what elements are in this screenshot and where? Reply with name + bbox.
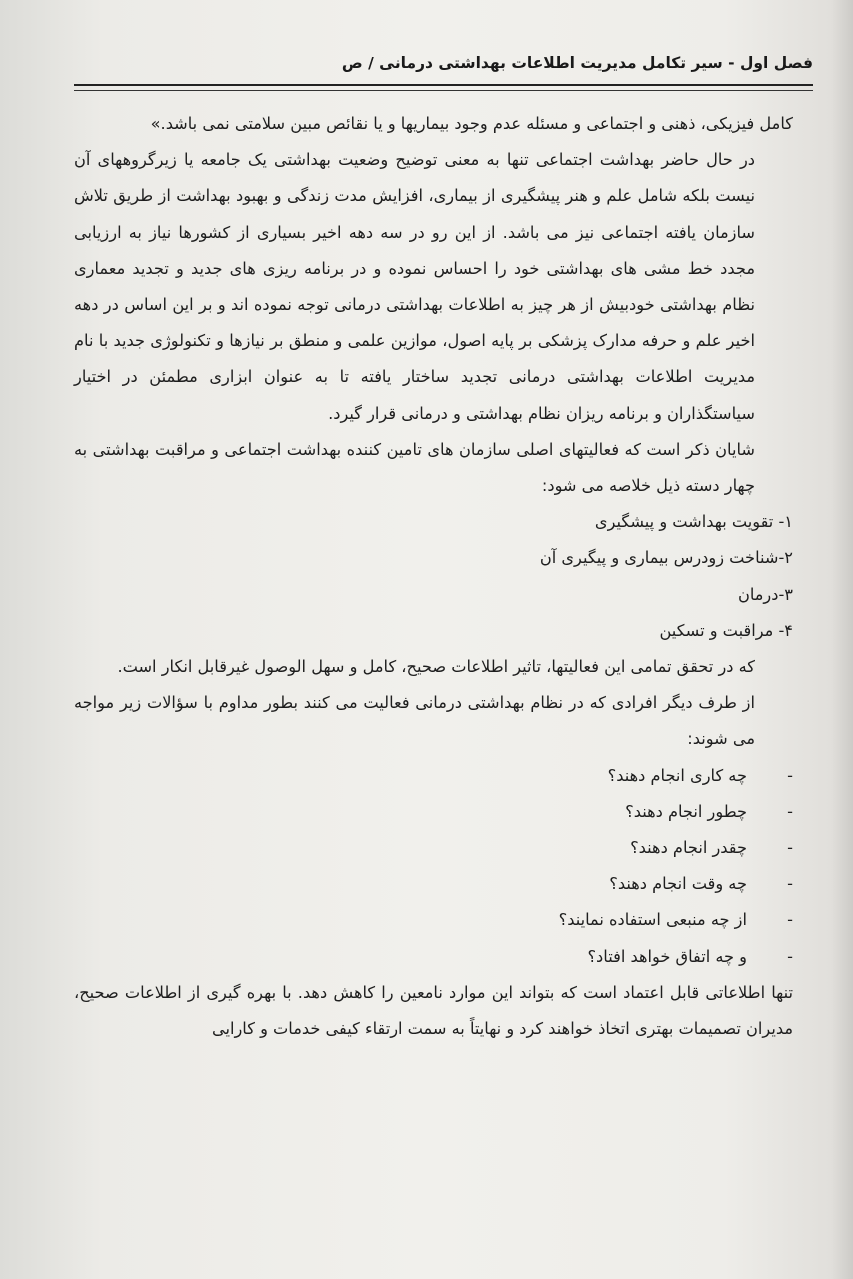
dash-marker: - — [787, 838, 793, 858]
header-rule-thin — [74, 90, 813, 91]
header-rule-thick — [74, 84, 813, 86]
question-1 — [74, 758, 793, 794]
question-text: چقدر انجام دهند؟ — [630, 838, 747, 858]
paragraph-continued: کامل فیزیکی، ذهنی و اجتماعی و مسئله عدم وجود بیماریها و یا نقائص مبین سلامتی نمی باشد.» — [150, 114, 793, 133]
list-item-1: ۱- تقویت بهداشت و پیشگیری — [594, 512, 793, 532]
question-text: چه کاری انجام دهند؟ — [607, 765, 747, 785]
list-item-2: ۲-شناخت زودرس بیماری و پیگیری آن — [539, 548, 793, 568]
question-4 — [74, 866, 793, 902]
question-text: و چه اتفاق خواهد افتاد؟ — [587, 946, 747, 966]
dash-marker: - — [787, 801, 793, 821]
paragraph-questions-intro: از طرف دیگر افرادی که در نظام بهداشتی درمانی فعالیت می کنند بطور مداوم با سؤالات زیر مواجه می شوند: — [74, 693, 755, 749]
page-body — [74, 106, 793, 1047]
question-text: چه وقت انجام دهند؟ — [609, 874, 747, 894]
question-text: چطور انجام دهند؟ — [625, 801, 747, 821]
dash-marker: - — [787, 765, 793, 785]
running-header: فصل اول - سیر تکامل مدیریت اطلاعات بهداشتی درمانی / ص — [341, 54, 813, 72]
list-item-3: ۳-درمان — [737, 584, 793, 604]
dash-marker: - — [787, 874, 793, 894]
question-6 — [74, 939, 793, 975]
question-2 — [74, 794, 793, 830]
question-text: از چه منبعی استفاده نمایند؟ — [558, 910, 747, 930]
question-5 — [74, 902, 793, 938]
paragraph-social-health: در حال حاضر بهداشت اجتماعی تنها به معنی توضیح وضعیت بهداشتی یک جامعه یا زیرگروههای آن نیست بلکه شامل علم و هنر پیشگیری از بیماری، افزایش مدت زندگی و بهبود بهداشت از طریق تلاش سازمان یافته اجتماعی نیز می باشد. از این رو در سه دهه اخیر بسیاری از کشورها نیاز به ارزیابی مجدد خط مشی های بهداشتی خود را احساس نموده و در برنامه ریزی های جدید و تجدید معماری نظام بهداشتی خودبیش از هر چیز به اطلاعات بهداشتی درمانی توجه نموده اند و بر این اساس در دهه اخیر علم و حرفه مدارک پزشکی بر پایه اصول، موازین علمی و منطق بر نیازها و تکنولوژی جدید با نام مدیریت اطلاعات بهداشتی درمانی تجدید ساختار یافته تا به عنوان ابزاری مطمئن در اختیار سیاستگذاران و برنامه ریزان نظام بهداشتی و درمانی قرار گیرد. — [74, 150, 755, 423]
list-item-4: ۴- مراقبت و تسکین — [659, 620, 793, 640]
paragraph-activities-intro: شایان ذکر است که فعالیتهای اصلی سازمان های تامین کننده بهداشت اجتماعی و مراقبت بهداشتی به چهار دسته ذیل خلاصه می شود: — [74, 439, 755, 496]
paragraph-reliable-info: تنها اطلاعاتی قابل اعتماد است که بتواند این موارد نامعین را کاهش دهد. با بهره گیری از اطلاعات صحیح، مدیران تصمیمات بهتری اتخاذ خواهند کرد و نهایتاً به سمت ارتقاء کیفی خدمات و کارایی — [74, 982, 793, 1039]
question-3 — [74, 830, 793, 866]
dash-marker: - — [787, 910, 793, 930]
paragraph-accurate-info: که در تحقق تمامی این فعالیتها، تاثیر اطلاعات صحیح، کامل و سهل الوصول غیرقابل انکار است. — [117, 657, 755, 677]
dash-marker: - — [787, 946, 793, 966]
